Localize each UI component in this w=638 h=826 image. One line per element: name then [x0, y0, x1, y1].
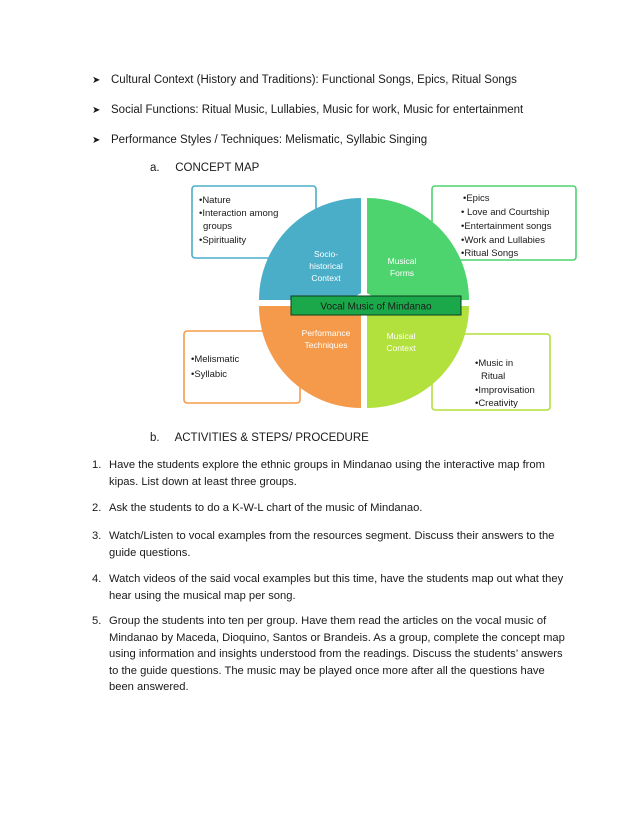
heading-letter: a. — [150, 162, 160, 174]
quadrant-label: Context — [386, 343, 416, 353]
quadrant-label: Context — [311, 273, 341, 283]
bullet-text: Performance Styles / Techniques: Melismatic, Syllabic Singing — [111, 134, 428, 146]
heading-text: CONCEPT MAP — [175, 162, 260, 174]
center-title: Vocal Music of Mindanao — [320, 301, 432, 313]
step-number: 2. — [92, 502, 102, 514]
quadrant-label: Musical — [387, 256, 417, 266]
step-text: Ask the students to do a K-W-L chart of the music of Mindanao. — [109, 502, 423, 514]
step-text: Watch videos of the said vocal examples but this time, have the students map out what they hear using the musical map per song. — [109, 573, 564, 602]
procedure-step — [92, 500, 572, 517]
quadrant-label: Socio- — [313, 249, 339, 259]
box-bottom-right-line: •Improvisation — [475, 385, 535, 396]
step-text: Have the students explore the ethnic groups in Mindanao using the interactive map from kipas. List down at least three groups. — [109, 459, 545, 488]
box-top-right-line: •Work and Lullabies — [461, 235, 545, 246]
box-top-right-line: • Love and Courtship — [461, 207, 550, 218]
heading-letter: b. — [150, 432, 160, 444]
bullet-text: Social Functions: Ritual Music, Lullabies, Music for work, Music for entertainment — [111, 104, 524, 116]
box-bottom-left-line: •Melismatic — [191, 354, 240, 365]
box-top-right-line: •Epics — [463, 193, 490, 204]
box-bottom-right-line: •Creativity — [475, 398, 518, 409]
quadrant-label: historical — [309, 261, 343, 271]
procedure-step — [92, 571, 572, 604]
quadrant-label: Forms — [389, 268, 415, 278]
box-bottom-left-line: •Syllabic — [191, 369, 228, 380]
quadrant-label: Performance — [301, 328, 351, 338]
step-text: Watch/Listen to vocal examples from the resources segment. Discuss their answers to the guide questions. — [109, 530, 555, 559]
arrow-bullet-icon: ➤ — [92, 74, 101, 86]
procedure-step — [92, 613, 572, 696]
arrow-bullet-icon: ➤ — [92, 104, 101, 116]
quadrant-label: Musical — [386, 331, 416, 341]
procedure-step — [92, 528, 572, 561]
box-top-right-line: •Ritual Songs — [461, 248, 519, 259]
step-number: 1. — [92, 459, 102, 471]
quadrant-label: Techniques — [304, 340, 348, 350]
box-top-right-line: •Entertainment songs — [461, 221, 552, 232]
box-bottom-right-line: •Music in — [475, 358, 514, 369]
box-top-left-line: •Spirituality — [199, 235, 247, 246]
box-top-left-line: •Nature — [199, 195, 231, 206]
arrow-bullet-icon: ➤ — [92, 134, 101, 146]
step-text: Group the students into ten per group. Have them read the articles on the vocal music of Mindanao by Maceda, Dioquino, Santos or Brandeis. As a group, complete the concept map using information and insights understood from the readings. Discuss the students’ answers to the guide questions. The music may be played once more after all the questions have been answered. — [109, 615, 565, 693]
procedure-step — [92, 457, 572, 490]
heading-text: ACTIVITIES & STEPS/ PROCEDURE — [174, 432, 369, 444]
activities-heading — [150, 432, 369, 444]
box-top-left-line: groups — [203, 221, 233, 232]
bullet-text: Cultural Context (History and Traditions): Functional Songs, Epics, Ritual Songs — [111, 74, 517, 86]
step-number: 5. — [92, 615, 102, 627]
step-number: 4. — [92, 573, 102, 585]
box-top-left-line: •Interaction among — [199, 208, 279, 219]
box-bottom-right-line: Ritual — [481, 371, 506, 382]
step-number: 3. — [92, 530, 102, 542]
